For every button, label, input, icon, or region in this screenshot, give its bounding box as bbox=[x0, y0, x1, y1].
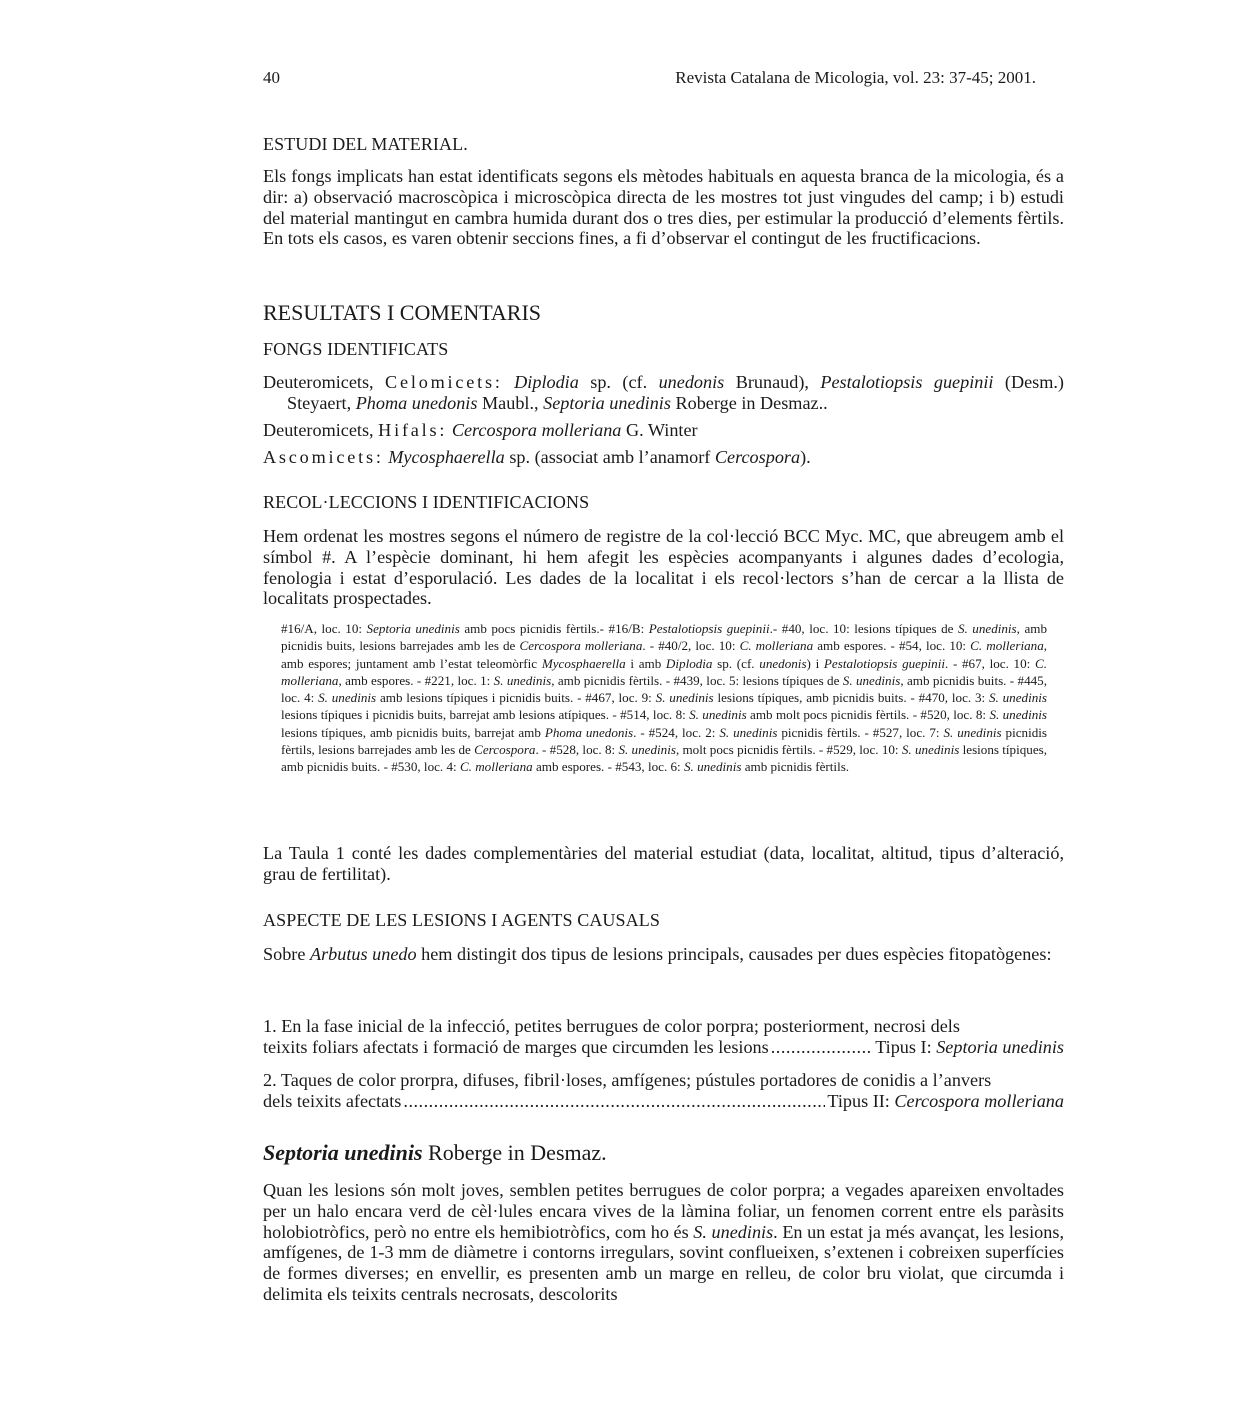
record-segment: C. molleriana bbox=[739, 638, 814, 654]
paragraph-estudi: Els fongs implicats han estat identificats segons els mètodes habituals en aquesta branca de la micologia, és a dir: a) observació macroscòpica i microscòpica directa de les mostres tot just vingudes del camp; i b) estudi del material mantingut en cambra humida durant dos o tres dies, per estimular la producció d’elements fèrtils. En tots els casos, es varen obtenir seccions fines, a fi d’observar el contingut de les fructificacions. bbox=[263, 166, 1064, 249]
record-segment: S. unedinis bbox=[618, 742, 676, 758]
record-segment: sp. (cf. bbox=[712, 655, 760, 671]
record-segment: amb espores. - #543, loc. 6: bbox=[532, 759, 684, 775]
record-segment: i amb bbox=[625, 655, 666, 671]
record-segment: amb espores. - #54, loc. 10: bbox=[813, 638, 971, 654]
lesion-type-2: 2. Taques de color prorpra, difuses, fibril·loses, amfígenes; pústules portadores de conidis a l’anvers dels teixits afectats ..... Tipus II: Cercospora molleriana bbox=[263, 1070, 1064, 1112]
heading-aspecte: ASPECTE DE LES LESIONS I AGENTS CAUSALS bbox=[263, 910, 660, 930]
record-segment: amb lesions típiques i picnidis buits. - #467, loc. 9: bbox=[376, 690, 656, 706]
fungi-list-item: Deuteromicets, Celomicets: Diplodia sp. (cf. unedonis Brunaud), Pestalotiopsis guepinii (Desm.) Steyaert, Phoma unedonis Maubl., Septoria unedinis Roberge in Desmaz.. bbox=[263, 372, 1064, 413]
record-segment: , amb picnidis buits. - #445, loc. 4: bbox=[281, 672, 1047, 706]
journal-citation: Revista Catalana de Micologia, vol. 23: 37-45; 2001. bbox=[675, 68, 1036, 87]
lesion-type-1: 1. En la fase inicial de la infecció, petites berrugues de color porpra; posteriorment, necrosi dels teixits foliars afectats i formació de marges que circumden les lesions ..... Tipus I: Septoria unedinis bbox=[263, 1016, 1064, 1058]
record-segment: Pestalotiopsis guepinii bbox=[648, 621, 770, 636]
record-segment: picnidis fèrtils. - #527, loc. 7: bbox=[777, 724, 944, 740]
heading-resultats: RESULTATS I COMENTARIS bbox=[263, 300, 542, 325]
record-segment: C. molleriana bbox=[459, 759, 533, 775]
section-title-septoria: Septoria unedinis Roberge in Desmaz. bbox=[263, 1140, 607, 1165]
record-segment: . - #524, loc. 2: bbox=[633, 724, 720, 740]
record-segment: Septoria unedinis bbox=[366, 621, 460, 636]
record-segment: S. unedinis bbox=[689, 707, 747, 723]
records-list bbox=[281, 620, 1047, 776]
record-segment: #16/A, loc. 10: bbox=[281, 621, 367, 636]
record-segment: Diplodia bbox=[665, 655, 713, 671]
record-segment: Mycosphaerella bbox=[541, 655, 626, 671]
paragraph-septoria: Quan les lesions són molt joves, semblen petites berrugues de color porpra; a vegades apareixen envoltades per un halo encara verd de cèl·lules encara vives de la làmina foliar, un fenomen corrent entre els paràsits holobiotròfics, però no entre els hemibiotròfics, com ho és S. unedinis. En un estat ja més avançat, les lesions, amfígenes, de 1-3 mm de diàmetre i contorns irregulars, sovint conflueixen, s’extenen i cobreixen superfícies de formes diverses; en envellir, es presenten amb un marge en relleu, de color bru violat, que circumda i delimita els teixits centrals necrosats, descolorits bbox=[263, 1180, 1064, 1304]
record-segment: lesions típiques, amb picnidis buits, barrejat amb bbox=[281, 724, 545, 740]
record-segment: . - #528, loc. 8: bbox=[535, 742, 619, 758]
heading-recol: RECOL·LECCIONS I IDENTIFICACIONS bbox=[263, 492, 590, 512]
page-number: 40 bbox=[263, 68, 280, 87]
record-segment: C. molleriana bbox=[281, 655, 1047, 688]
fungi-list bbox=[263, 372, 1064, 468]
fungi-list-item: Deuteromicets, Hifals: Cercospora molleriana G. Winter bbox=[263, 420, 698, 440]
record-segment: S. unedinis bbox=[957, 621, 1017, 636]
record-segment: S. unedinis bbox=[318, 690, 377, 706]
record-segment: amb molt pocs picnidis fèrtils. - #520, loc. 8: bbox=[746, 707, 990, 723]
record-segment: , amb espores. - #221, loc. 1: bbox=[338, 672, 494, 688]
record-segment: S. unedinis bbox=[842, 672, 901, 688]
record-segment: , amb picnidis buits, lesions barrejades amb les de bbox=[281, 621, 1047, 654]
record-segment: lesions típiques, amb picnidis buits. - #470, loc. 3: bbox=[713, 690, 989, 706]
record-segment: C. molleriana bbox=[970, 638, 1044, 654]
record-segment: ) i bbox=[806, 655, 824, 671]
record-segment: , amb picnidis fèrtils. - #439, loc. 5: lesions típiques de bbox=[551, 672, 843, 688]
heading-estudi: ESTUDI DEL MATERIAL. bbox=[263, 134, 468, 154]
record-segment: . - #40/2, loc. 10: bbox=[642, 638, 740, 654]
record-segment: S. unedinis bbox=[719, 724, 778, 740]
fungi-list-item: Ascomicets: Mycosphaerella sp. (associat amb l’anamorf Cercospora). bbox=[263, 447, 811, 467]
record-segment: S. unedinis bbox=[655, 690, 714, 706]
record-segment: unedonis bbox=[759, 655, 807, 671]
running-header bbox=[263, 68, 1064, 94]
record-segment: S. unedinis bbox=[943, 724, 1002, 740]
record-segment: Pestalotiopsis guepinii bbox=[823, 655, 945, 671]
subheading-fongs: FONGS IDENTIFICATS bbox=[263, 339, 449, 359]
record-segment: , amb espores; juntament amb l’estat teleomòrfic bbox=[281, 638, 1048, 671]
record-segment: amb pocs picnidis fèrtils.- #16/B: bbox=[459, 621, 649, 636]
record-segment: Phoma unedonis bbox=[544, 724, 634, 740]
record-segment: , molt pocs picnidis fèrtils. - #529, loc. 10: bbox=[675, 742, 902, 758]
record-segment: S. unedinis bbox=[989, 707, 1047, 723]
record-segment: lesions típiques, amb picnidis buits. - #530, loc. 4: bbox=[281, 742, 1048, 775]
record-segment: S. unedinis bbox=[901, 742, 960, 758]
record-segment: S. unedinis bbox=[988, 690, 1047, 706]
paragraph-recol: Hem ordenat les mostres segons el número de registre de la col·lecció BCC Myc. MC, que abreugem amb el símbol #. A l’espècie dominant, hi hem afegit les espècies acompanyants i algunes dades d’ecologia, fenologia i estat d’esporulació. Les dades de la localitat i els recol·lectors s’han de cercar a la llista de localitats prospectades. bbox=[263, 526, 1064, 609]
record-segment: lesions típiques i picnidis buits, barrejat amb lesions atípiques. - #514, loc. 8: bbox=[281, 707, 690, 723]
record-segment: Cercospora bbox=[474, 742, 536, 758]
paragraph-aspecte-intro: Sobre Arbutus unedo hem distingit dos tipus de lesions principals, causades per dues espècies fitopatògenes: bbox=[263, 944, 1052, 964]
record-segment: S. unedinis bbox=[493, 672, 552, 688]
record-segment: picnidis fèrtils, lesions barrejades amb les de bbox=[281, 724, 1047, 758]
record-segment: .- #40, loc. 10: lesions típiques de bbox=[769, 621, 958, 636]
record-segment: S. unedinis bbox=[683, 759, 742, 775]
record-segment: amb picnidis fèrtils. bbox=[741, 759, 850, 775]
record-segment: . - #67, loc. 10: bbox=[945, 655, 1035, 671]
record-segment: Cercospora molleriana bbox=[519, 638, 643, 654]
paragraph-taula: La Taula 1 conté les dades complementàries del material estudiat (data, localitat, altitud, tipus d’alteració, grau de fertilitat). bbox=[263, 843, 1064, 884]
